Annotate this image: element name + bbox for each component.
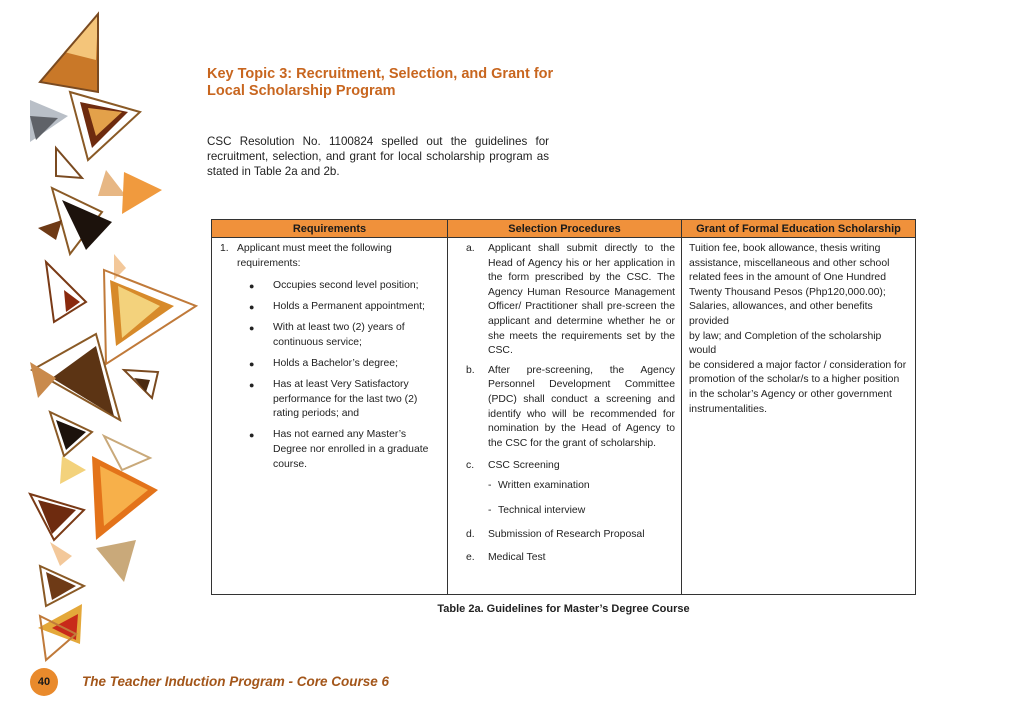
procedure-step-e: [466, 551, 675, 566]
requirement-text: With at least two (2) years of continuous service;: [273, 322, 405, 348]
substep-text: Technical interview: [498, 504, 586, 516]
bullet-icon: ●: [249, 359, 255, 370]
list-item: [249, 357, 441, 372]
procedure-step-d: [466, 528, 675, 543]
list-item: [249, 279, 441, 294]
requirement-text: Holds a Bachelor’s degree;: [273, 358, 398, 370]
step-text: After pre-screening, the Agency Personnel Development Committee (PDC) shall conduct a screening and identify who will be recommended for nomination by the Head of Agency to the CSC for the grant of scholarship.: [488, 364, 675, 449]
substep-text: Written examination: [498, 479, 590, 491]
bullet-icon: ●: [249, 281, 255, 292]
procedure-step-c: [466, 459, 675, 474]
procedure-substep: [466, 479, 675, 494]
requirements-list: [220, 279, 441, 472]
procedure-step-a: [466, 242, 675, 359]
decorative-triangles: [0, 0, 210, 724]
requirements-cell: [212, 238, 447, 594]
grant-text-line: promotion of the scholar/s to a higher position: [689, 374, 900, 386]
footer-title: The Teacher Induction Program - Core Course 6: [82, 674, 390, 689]
grant-text-line: assistance, miscellaneous and other school: [689, 257, 890, 269]
requirement-text: Has at least Very Satisfactory performance for the last two (2) rating periods; and: [273, 379, 418, 420]
requirement-text: Occupies second level position;: [273, 280, 419, 292]
header-requirements: Requirements: [212, 220, 447, 238]
procedure-step-b: [466, 364, 675, 452]
list-item: [249, 321, 441, 350]
header-grant: Grant of Formal Education Scholarship: [681, 220, 915, 238]
requirement-text: Holds a Permanent appointment;: [273, 301, 425, 313]
intro-paragraph: CSC Resolution No. 1100824 spelled out the guidelines for recruitment, selection, and grant for local scholarship program as stated in Table 2a and 2b.: [207, 135, 549, 178]
bullet-icon: ●: [249, 302, 255, 313]
selection-procedures-cell: [447, 238, 681, 594]
step-text: Submission of Research Proposal: [488, 529, 645, 541]
step-marker: a.: [466, 243, 475, 254]
step-text: Medical Test: [488, 551, 546, 563]
step-marker: d.: [466, 529, 475, 541]
grant-text-line: Salaries, allowances, and other benefits provided: [689, 301, 873, 327]
grant-text-line: related fees in the amount of One Hundred: [689, 272, 886, 284]
page-number-badge: 40: [30, 668, 58, 696]
grant-text-line: Tuition fee, book allowance, thesis writing: [689, 243, 881, 254]
section-heading: [207, 66, 627, 100]
table-caption: Table 2a. Guidelines for Master’s Degree Course: [437, 603, 690, 615]
bullet-icon: ●: [249, 380, 255, 391]
grant-cell: [681, 238, 915, 594]
list-item: [249, 300, 441, 315]
step-text: Applicant shall submit directly to the Head of Agency his or her application in the form prescribed by the CSC. The Agency Human Resource Management Officer/ Practitioner shall pre-screen the applicant and determine whether he or she meets the requirements set by the CSC.: [488, 243, 675, 357]
guidelines-table: [211, 219, 916, 595]
dash-icon: -: [488, 504, 492, 516]
header-selection-procedures: Selection Procedures: [447, 220, 681, 238]
grant-text-line: be considered a major factor / consideration for: [689, 359, 907, 371]
list-item: [249, 428, 441, 472]
grant-text-line: by law; and Completion of the scholarship would: [689, 330, 882, 357]
step-text: CSC Screening: [488, 460, 560, 472]
step-marker: e.: [466, 551, 475, 563]
heading-line-1: Key Topic 3: Recruitment, Selection, and Grant for: [207, 66, 554, 82]
dash-icon: -: [488, 479, 492, 491]
step-marker: c.: [466, 460, 475, 472]
requirement-text: Has not earned any Master’s Degree nor enrolled in a graduate course.: [273, 429, 429, 470]
requirement-number: 1.: [220, 243, 229, 254]
step-marker: b.: [466, 364, 475, 376]
heading-line-2: Local Scholarship Program: [207, 83, 396, 99]
grant-text-line: Twenty Thousand Pesos (Php120,000.00);: [689, 286, 886, 298]
grant-text-line: instrumentalities.: [689, 403, 767, 415]
bullet-icon: ●: [249, 323, 255, 334]
bullet-icon: ●: [249, 430, 255, 441]
list-item: [249, 378, 441, 422]
grant-text-line: in the scholar’s Agency or other government: [689, 388, 892, 400]
procedure-substep: [466, 504, 675, 519]
requirement-intro: Applicant must meet the following requirements:: [237, 243, 392, 269]
